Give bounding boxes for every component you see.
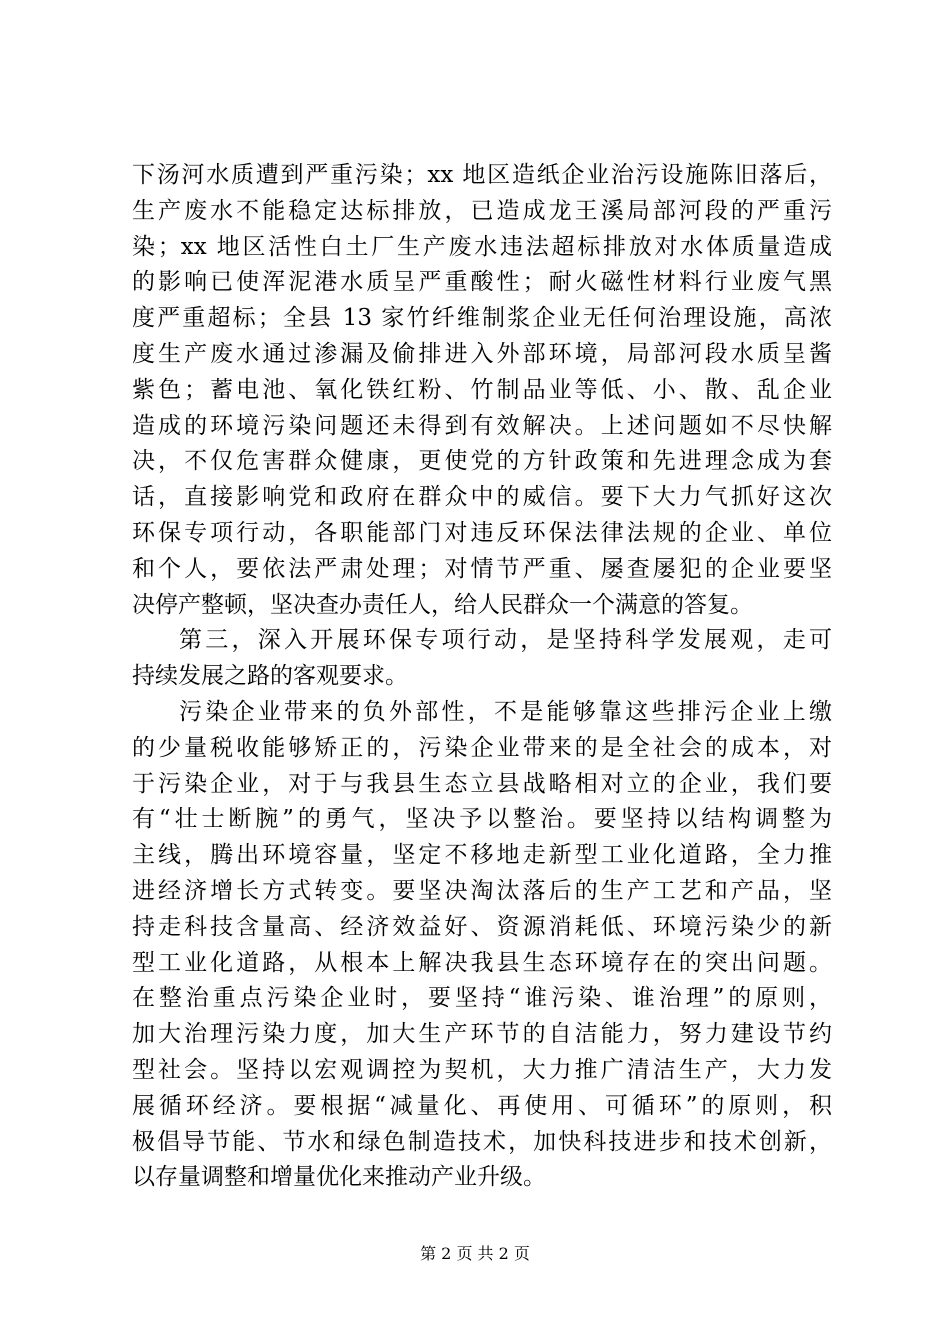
paragraph-first-line: 第三，深入开展环保专项行动，是坚持科学发展观，走可	[179, 627, 832, 654]
text-line: 型社会。坚持以宏观调控为契机，大力推广清洁生产，大力发	[132, 1056, 832, 1083]
document-body	[132, 158, 832, 1196]
text-line: 染；xx 地区活性白土厂生产废水违法超标排放对水体质量造成	[132, 233, 832, 260]
paragraph-first-line: 污染企业带来的负外部性，不是能够靠这些排污企业上缴	[179, 698, 832, 725]
page-number-footer: 第 2 页 共 2 页	[420, 1244, 530, 1263]
text-line: 加大治理污染力度，加大生产环节的自洁能力，努力建设节约	[132, 1021, 832, 1048]
text-line: 型工业化道路，从根本上解决我县生态环境存在的突出问题。	[132, 949, 832, 976]
text-line: 度生产废水通过渗漏及偷排进入外部环境，局部河段水质呈酱	[132, 340, 832, 367]
text-line: 极倡导节能、节水和绿色制造技术，加快科技进步和技术创新，	[132, 1128, 832, 1155]
text-line: 造成的环境污染问题还未得到有效解决。上述问题如不尽快解	[132, 412, 832, 439]
text-line: 展循环经济。要根据“减量化、再使用、可循环”的原则，积	[132, 1092, 832, 1119]
text-line: 下汤河水质遭到严重污染；xx 地区造纸企业治污设施陈旧落后，	[132, 162, 832, 188]
text-line: 环保专项行动，各职能部门对违反环保法律法规的企业、单位	[132, 519, 832, 546]
text-line: 在整治重点污染企业时，要坚持“谁污染、谁治理”的原则，	[132, 985, 832, 1012]
text-line: 度严重超标；全县 13 家竹纤维制浆企业无任何治理设施，高浓	[132, 305, 832, 332]
text-line: 于污染企业，对于与我县生态立县战略相对立的企业，我们要	[132, 770, 832, 797]
text-line: 以存量调整和增量优化来推动产业升级。	[132, 1164, 546, 1191]
text-line: 生产废水不能稳定达标排放，已造成龙王溪局部河段的严重污	[132, 197, 832, 224]
text-line: 主线，腾出环境容量，坚定不移地走新型工业化道路，全力推	[132, 842, 832, 869]
text-line: 的少量税收能够矫正的，污染企业带来的是全社会的成本，对	[132, 734, 832, 761]
text-line: 进经济增长方式转变。要坚决淘汰落后的生产工艺和产品，坚	[132, 877, 832, 904]
text-line: 持续发展之路的客观要求。	[132, 663, 408, 690]
text-line: 有“壮士断腕”的勇气，坚决予以整治。要坚持以结构调整为	[132, 806, 832, 833]
text-line: 话，直接影响党和政府在群众中的威信。要下大力气抓好这次	[132, 484, 832, 511]
text-line: 的影响已使浑泥港水质呈严重酸性；耐火磁性材料行业废气黑	[132, 269, 832, 296]
text-line: 和个人，要依法严肃处理；对情节严重、屡查屡犯的企业要坚	[132, 555, 832, 582]
text-line: 决停产整顿，坚决查办责任人，给人民群众一个满意的答复。	[132, 591, 753, 618]
text-line: 紫色；蓄电池、氧化铁红粉、竹制品业等低、小、散、乱企业	[132, 376, 832, 403]
text-line: 持走科技含量高、经济效益好、资源消耗低、环境污染少的新	[132, 913, 832, 940]
text-line: 决，不仅危害群众健康，更使党的方针政策和先进理念成为套	[132, 448, 832, 475]
